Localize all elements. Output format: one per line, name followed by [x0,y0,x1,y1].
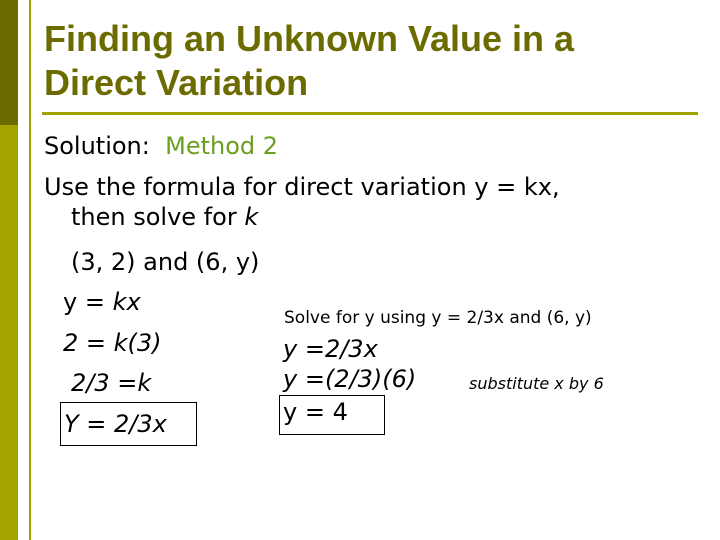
left-step-4: Y = 2/3x [64,410,167,438]
title-line-1: Finding an Unknown Value in a [44,18,575,59]
right-step-2: y =(2/3)(6) [283,365,417,393]
right-note: Solve for y using y = 2/3x and (6, y) [284,308,592,328]
right-step-1: y =2/3x [283,335,378,363]
left-step-1-text: y = [63,288,113,316]
given-points: (3, 2) and (6, y) [71,248,260,276]
left-step-1 [63,287,141,317]
sidebar-light-block [0,125,18,540]
title-underline [42,112,698,115]
left-step-1-var: kx [112,288,141,316]
method-label: Method 2 [165,132,279,160]
instruction-line-1: Use the formula for direct variation y = kx, [44,173,560,201]
slide-title [44,17,684,105]
instruction-text: then solve for [71,203,245,231]
left-step-3: 2/3 =k [71,369,152,397]
instruction-line-2 [71,202,258,232]
solution-line [44,131,278,161]
sidebar-dark-block [0,0,18,125]
variable-k: k [244,203,259,231]
solution-label: Solution: [44,132,150,160]
substitute-note: substitute x by 6 [469,374,604,393]
right-step-3: y = 4 [283,398,348,426]
left-step-2: 2 = k(3) [63,329,162,357]
title-line-2: Direct Variation [44,62,309,103]
sidebar-vertical-line [29,0,31,540]
